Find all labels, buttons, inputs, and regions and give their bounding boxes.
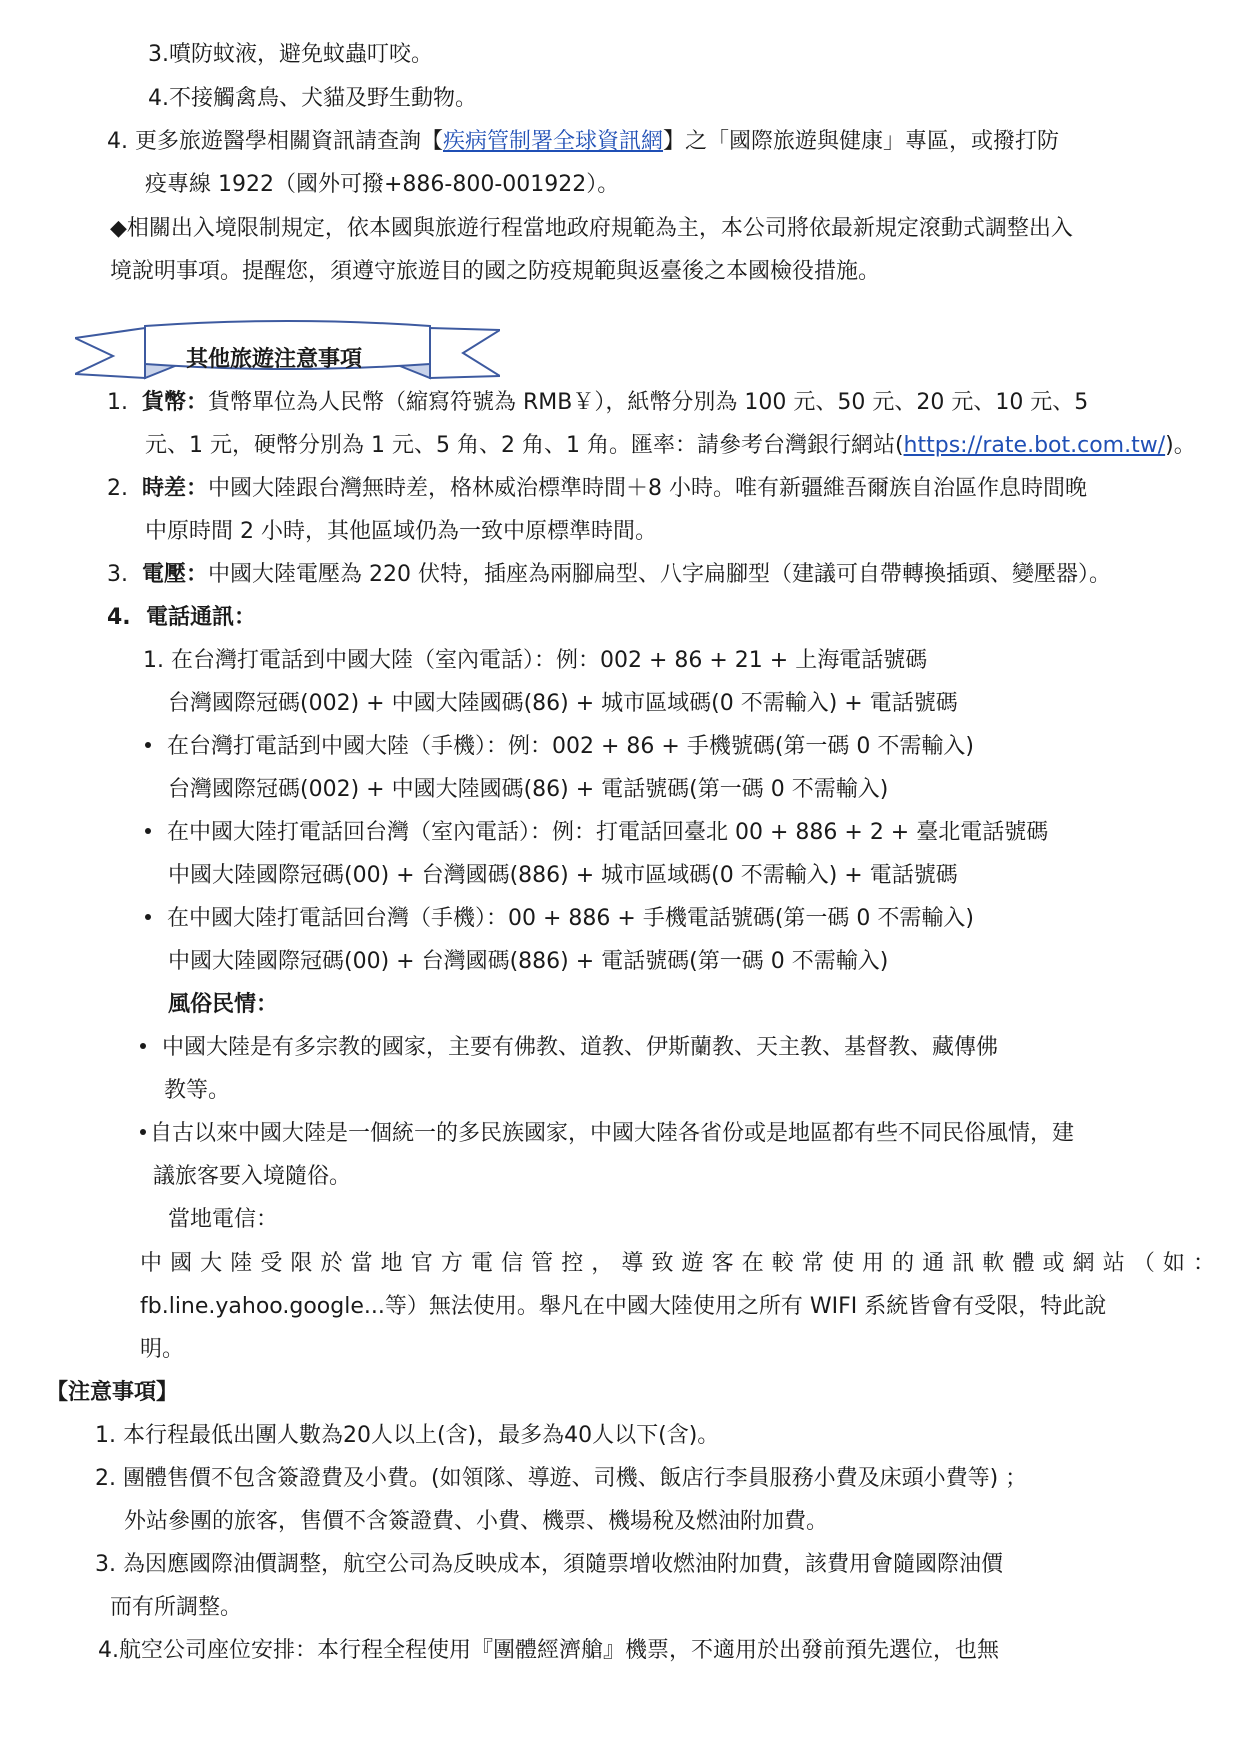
bot-rate-link[interactable]: https://rate.bot.com.tw/	[903, 433, 1166, 458]
cdc-link[interactable]: 疾病管制署全球資訊網	[443, 129, 664, 154]
entry-notice-line1: ◆相關出入境限制規定，依本國與旅遊行程當地政府規範為主，本公司將依最新規定滾動式調整出入	[110, 216, 1073, 241]
note-2: 2. 團體售價不包含簽證費及小費。(如領隊、導遊、司機、飯店行李員服務小費及床頭小費等) ；	[95, 1466, 1028, 1491]
note-3: 3. 為因應國際油價調整，航空公司為反映成本，須隨票增收燃油附加費，該費用會隨國際油價	[95, 1552, 1003, 1577]
health-item-3: 3.噴防蚊液，避免蚊蟲叮咬。	[148, 42, 433, 67]
phone-cn-to-tw-mobile: 在中國大陸打電話回台灣（手機）：00 + 886 + 手機電話號碼(第一碼 0 不需輸入)	[145, 904, 974, 934]
bullet-icon	[145, 742, 151, 748]
phone-tw-to-cn-landline-format: 台灣國際冠碼(002) + 中國大陸國碼(86) + 城市區域碼(0 不需輸入) + 電話號碼	[168, 691, 958, 716]
time-item-line2: 中原時間 2 小時，其他區域仍為一致中原標準時間。	[145, 519, 657, 544]
customs-ethnic: 自古以來中國大陸是一個統一的多民族國家，中國大陸各省份或是地區都有些不同民俗風情，建	[140, 1119, 1074, 1149]
note-3-line2: 而有所調整。	[110, 1595, 243, 1620]
telecom-line2: fb.line.yahoo.google...等）無法使用。舉凡在中國大陸使用之所有 WIFI 系統皆會有受限，特此說	[140, 1294, 1107, 1319]
entry-notice-line2: 境說明事項。提醒您，須遵守旅遊目的國之防疫規範與返臺後之本國檢役措施。	[110, 259, 881, 284]
currency-item-line2: 元、1 元，硬幣分別為 1 元、5 角、2 角、1 角。匯率：請參考台灣銀行網站(https://rate.bot.com.tw/)。	[145, 433, 1196, 458]
note-1: 1. 本行程最低出團人數為20人以上(含)，最多為40人以下(含)。	[95, 1423, 720, 1448]
customs-ethnic-line2: 議旅客要入境隨俗。	[153, 1164, 352, 1189]
note-2-line2: 外站參團的旅客，售價不含簽證費、小費、機票、機場稅及燃油附加費。	[124, 1509, 829, 1534]
health-more-info-line2: 疫專線 1922（國外可撥+886-800-001922）。	[145, 172, 620, 197]
phone-tw-to-cn-mobile-format: 台灣國際冠碼(002) + 中國大陸國碼(86) + 電話號碼(第一碼 0 不需輸入)	[168, 777, 889, 802]
phone-cn-to-tw-landline-format: 中國大陸國際冠碼(00) + 台灣國碼(886) + 城市區域碼(0 不需輸入) + 電話號碼	[168, 863, 958, 888]
section-title: 其他旅遊注意事項	[186, 347, 363, 372]
phone-tw-to-cn-mobile: 在台灣打電話到中國大陸（手機）：例：002 + 86 + 手機號碼(第一碼 0 不需輸入)	[145, 732, 974, 762]
phone-cn-to-tw-landline: 在中國大陸打電話回台灣（室內電話）：例：打電話回臺北 00 + 886 + 2 + 臺北電話號碼	[145, 818, 1048, 848]
voltage-item: 3. 電壓：中國大陸電壓為 220 伏特，插座為兩腳扁型、八字扁腳型（建議可自帶轉換插頭、變壓器）。	[107, 562, 1111, 587]
phone-cn-to-tw-mobile-format: 中國大陸國際冠碼(00) + 台灣國碼(886) + 電話號碼(第一碼 0 不需輸入)	[168, 949, 889, 974]
telecom-heading: 當地電信：	[168, 1207, 279, 1232]
bullet-icon	[145, 828, 151, 834]
bullet-icon	[145, 914, 151, 920]
phone-tw-to-cn-landline: 1. 在台灣打電話到中國大陸（室內電話）：例：002 + 86 + 21 + 上海電話號碼	[143, 648, 928, 673]
bullet-icon	[140, 1129, 146, 1135]
customs-heading: 風俗民情：	[168, 992, 279, 1017]
notes-title: 【注意事項】	[46, 1380, 179, 1405]
bullet-icon	[140, 1043, 146, 1049]
telecom-line3: 明。	[140, 1337, 185, 1362]
health-more-info: 4. 更多旅遊醫學相關資訊請查詢【疾病管制署全球資訊網】之「國際旅遊與健康」專區，或撥打防	[107, 129, 1060, 154]
time-item: 2. 時差：中國大陸跟台灣無時差，格林威治標準時間＋8 小時。唯有新疆維吾爾族自治區作息時間晚	[107, 476, 1088, 501]
customs-religion: 中國大陸是有多宗教的國家，主要有佛教、道教、伊斯蘭教、天主教、基督教、藏傳佛	[140, 1033, 998, 1063]
health-item-4: 4.不接觸禽鳥、犬貓及野生動物。	[148, 86, 477, 111]
customs-religion-line2: 教等。	[164, 1078, 231, 1103]
currency-item: 1. 貨幣：貨幣單位為人民幣（縮寫符號為 RMB￥），紙幣分別為 100 元、50 元、20 元、10 元、5	[107, 390, 1089, 415]
phone-item: 4. 電話通訊：	[107, 605, 257, 630]
telecom-line1: 中國大陸受限於當地官方電信管控，導致遊客在較常使用的通訊軟體或網站（如：	[140, 1251, 1215, 1276]
note-4: 4.航空公司座位安排：本行程全程使用『團體經濟艙』機票，不適用於出發前預先選位，也無	[98, 1638, 999, 1663]
